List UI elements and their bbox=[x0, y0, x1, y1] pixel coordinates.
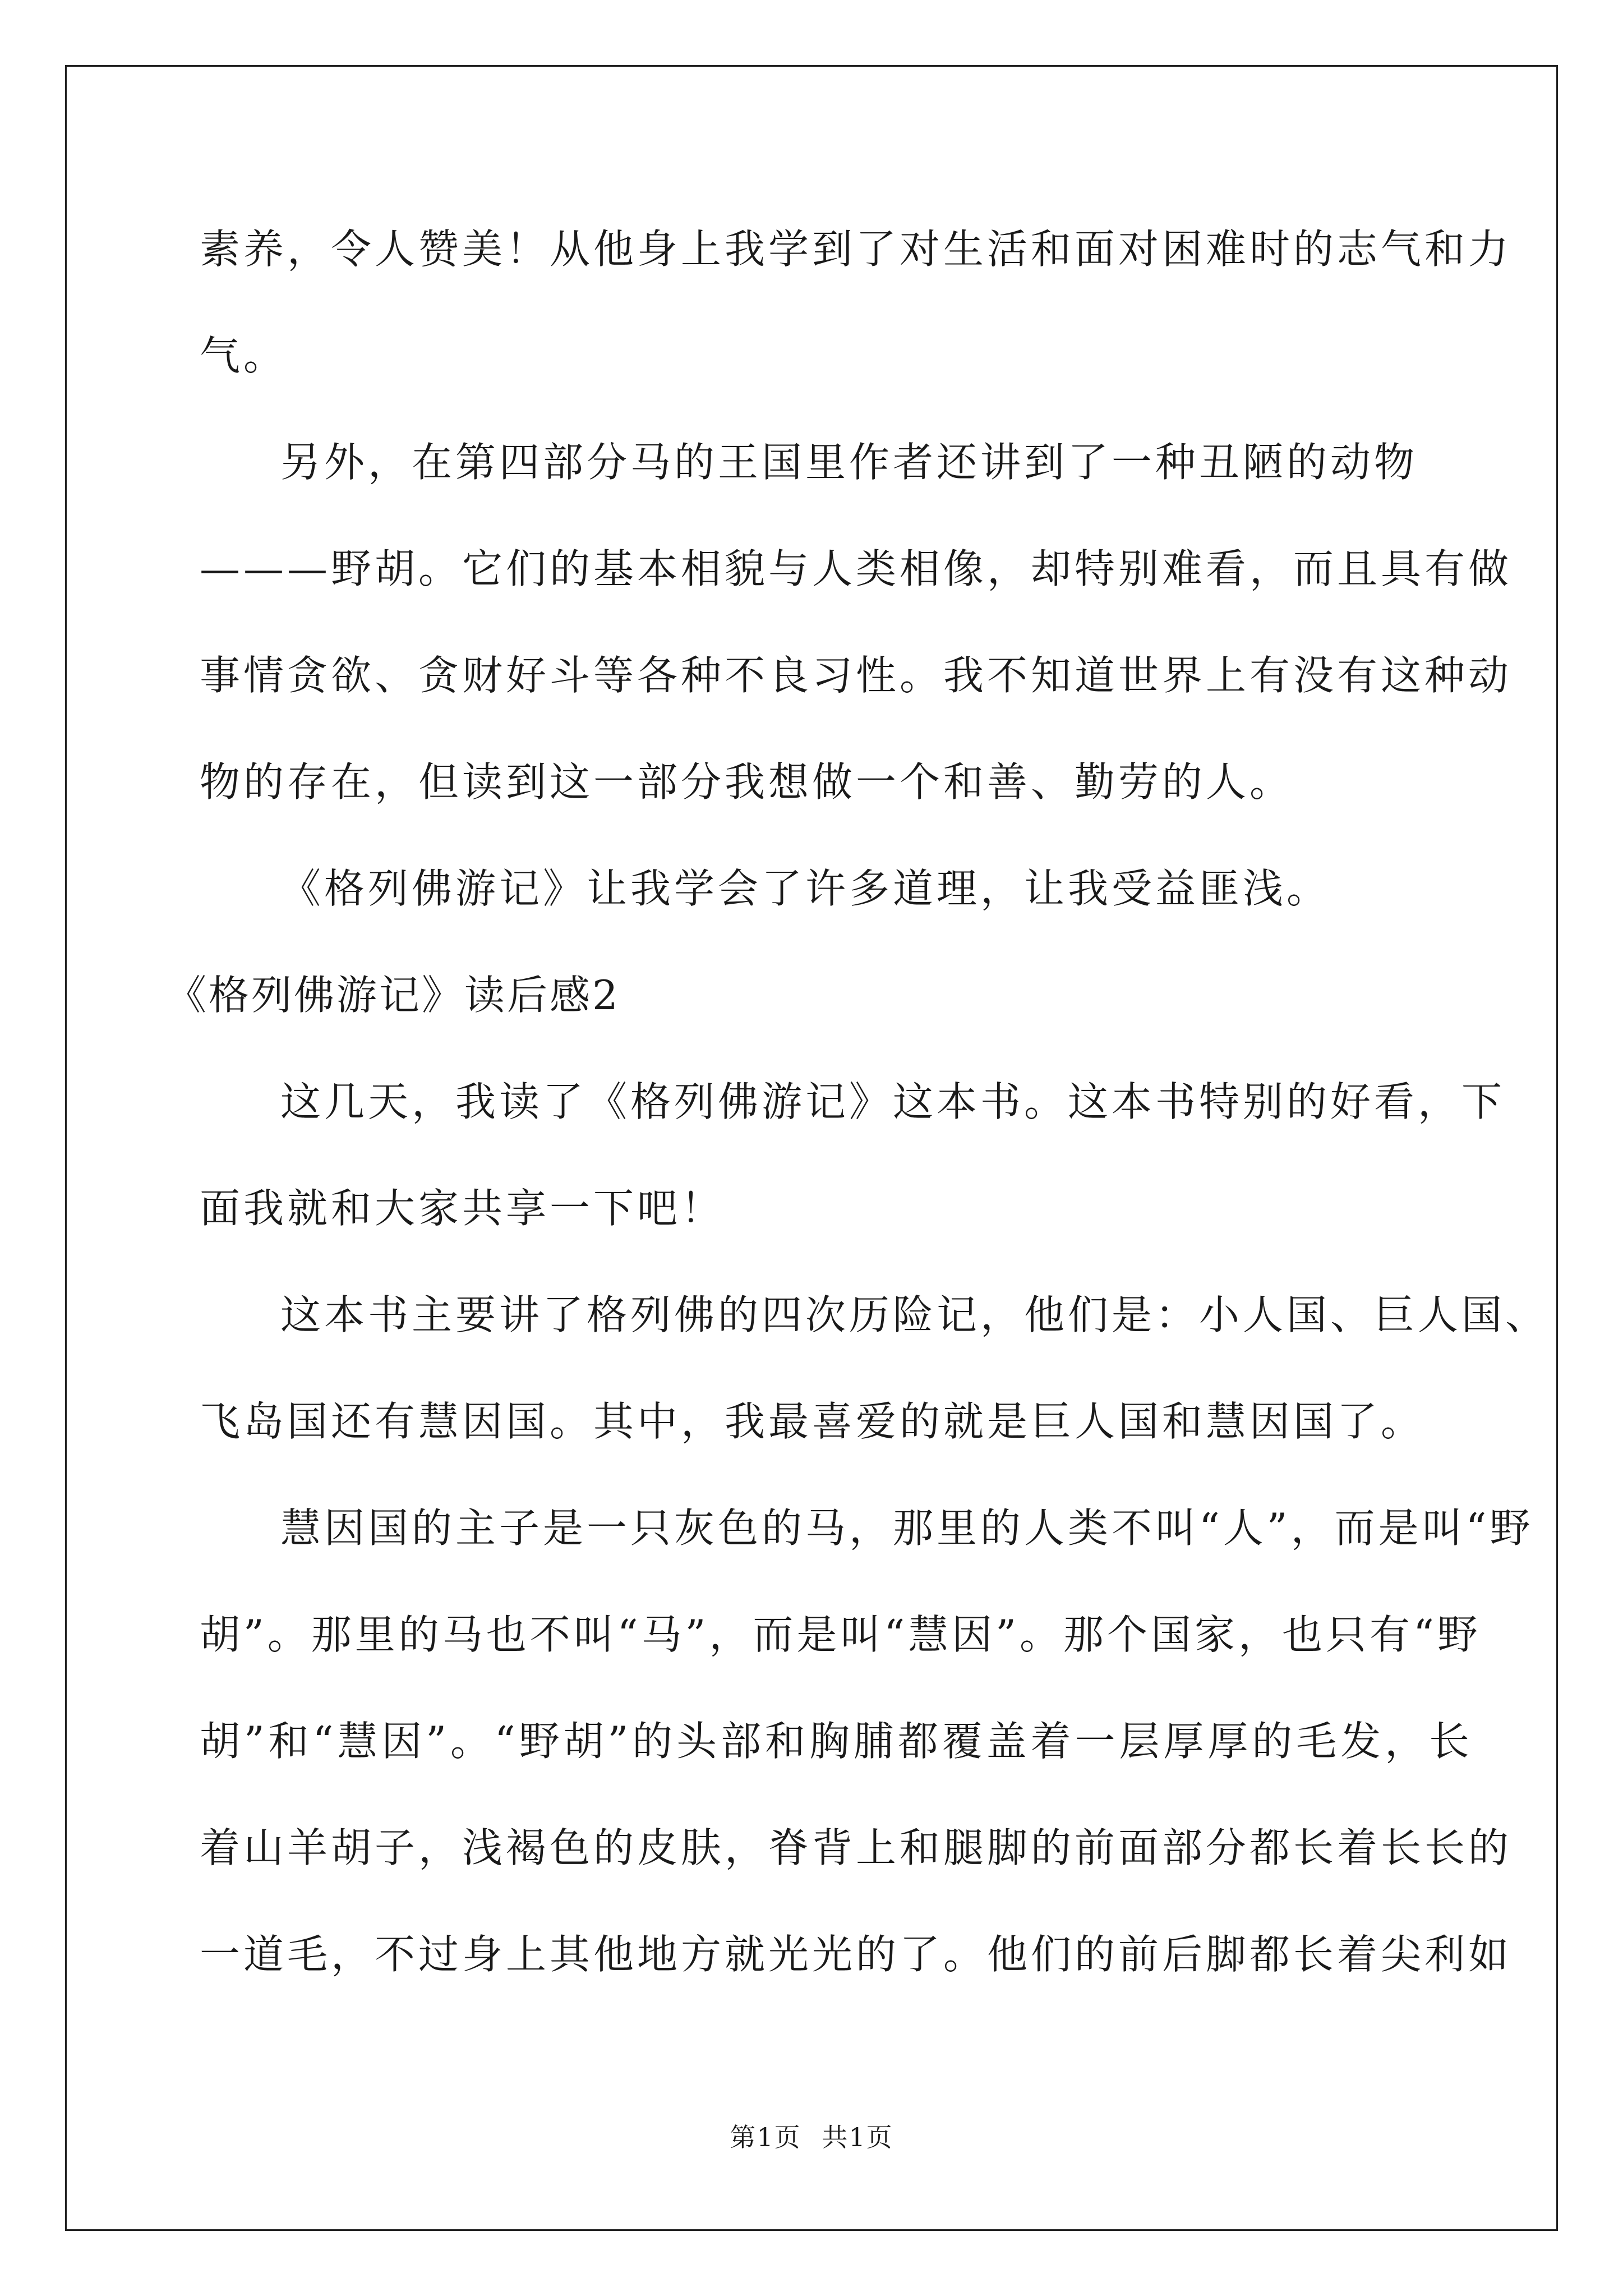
page-total: 共1页 bbox=[822, 2122, 893, 2152]
text-line: 着山羊胡子，浅褐色的皮肤，脊背上和腿脚的前面部分都长着长长的 bbox=[200, 1824, 1513, 1871]
text-line: 这本书主要讲了格列佛的四次历险记，他们是：小人国、巨人国、 bbox=[280, 1291, 1550, 1338]
section-heading: 《格列佛游记》读后感2 bbox=[166, 972, 620, 1019]
page-number: 第1页 bbox=[730, 2122, 801, 2152]
text-line: 另外，在第四部分马的王国里作者还讲到了一种丑陋的动物 bbox=[280, 439, 1418, 486]
text-line: 素养，令人赞美！从他身上我学到了对生活和面对困难时的志气和力 bbox=[200, 226, 1513, 273]
text-line: 慧因国的主子是一只灰色的马，那里的人类不叫“人”，而是叫“野 bbox=[280, 1504, 1534, 1552]
text-line: 物的存在，但读到这一部分我想做一个和善、勤劳的人。 bbox=[200, 758, 1294, 806]
text-line: 一道毛，不过身上其他地方就光光的了。他们的前后脚都长着尖利如 bbox=[200, 1931, 1513, 1978]
text-line: 气。 bbox=[200, 332, 288, 379]
text-line: 《格列佛游记》让我学会了许多道理，让我受益匪浅。 bbox=[280, 865, 1331, 912]
text-line: 飞岛国还有慧因国。其中，我最喜爱的就是巨人国和慧因国了。 bbox=[200, 1398, 1425, 1445]
text-line: 面我就和大家共享一下吧！ bbox=[200, 1185, 725, 1232]
text-line: 胡”。那里的马也不叫“马”，而是叫“慧因”。那个国家，也只有“野 bbox=[200, 1611, 1481, 1658]
text-line: ———野胡。它们的基本相貌与人类相像，却特别难看，而且具有做 bbox=[200, 545, 1513, 592]
text-line: 事情贪欲、贪财好斗等各种不良习性。我不知道世界上有没有这种动 bbox=[200, 652, 1513, 699]
page-footer bbox=[0, 2120, 1623, 2154]
text-line: 这几天，我读了《格列佛游记》这本书。这本书特别的好看，下 bbox=[280, 1078, 1506, 1125]
text-line: 胡”和“慧因”。“野胡”的头部和胸脯都覆盖着一层厚厚的毛发，长 bbox=[200, 1718, 1473, 1765]
page-border bbox=[65, 65, 1558, 2231]
